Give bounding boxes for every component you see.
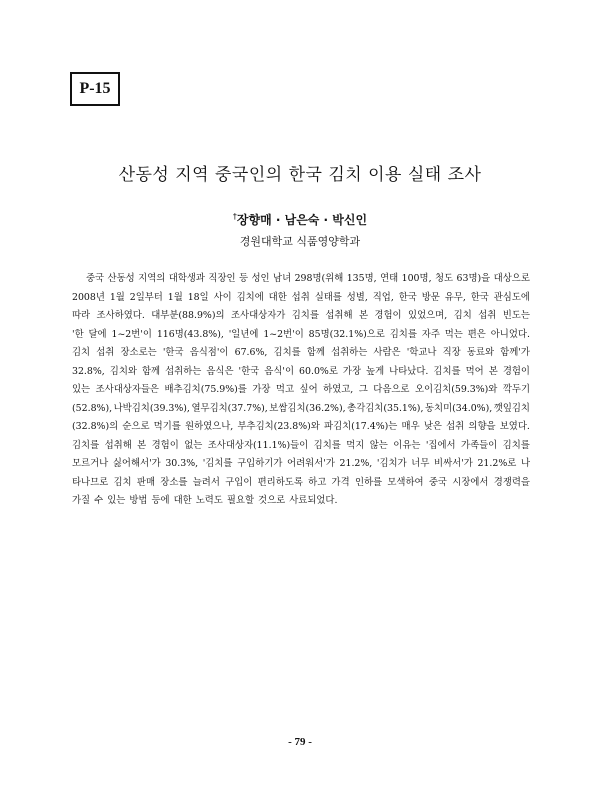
abstract-word: 편리하도록	[257, 476, 303, 488]
abstract-word: 모색하여	[387, 476, 424, 488]
abstract-word: 1월	[109, 291, 125, 303]
abstract-word: 높게	[366, 365, 385, 377]
abstract-word: 원하였으나,	[185, 421, 234, 432]
abstract-word: 김치를	[313, 439, 341, 451]
abstract-word: 경험이	[151, 439, 179, 451]
abstract-line	[72, 455, 530, 474]
abstract-word: 대한	[268, 291, 287, 303]
abstract-word: 구입이	[225, 476, 253, 488]
abstract-word: 30.3%,	[165, 458, 199, 469]
abstract-word: 대학생과	[168, 273, 205, 284]
abstract-word: 본	[137, 439, 147, 451]
abstract-word: 동료와	[466, 347, 495, 358]
abstract-word: 하고	[308, 476, 327, 488]
abstract-word: 있었으며,	[408, 310, 448, 321]
abstract-word: 매우	[401, 421, 420, 432]
abstract-word: 비싸서'가	[434, 458, 473, 469]
abstract-word: 김치를	[291, 310, 319, 321]
abstract-line	[72, 474, 530, 493]
abstract-word: 산동성	[107, 273, 135, 284]
abstract-word: 섭취하는	[165, 365, 202, 377]
abstract-word: 가족들이	[461, 439, 498, 451]
abstract-word: 유무,	[444, 291, 466, 303]
abstract-word: 섭취해	[104, 439, 132, 451]
abstract-word: 조사대상자들은	[95, 384, 159, 395]
abstract-word: 있는	[72, 384, 91, 395]
abstract-word: 먹는	[444, 328, 463, 340]
abstract-word: 너무	[411, 458, 430, 469]
abstract-word: '한국	[238, 365, 260, 377]
abstract-line	[72, 492, 530, 511]
abstract-word: 관심도에	[493, 291, 530, 303]
abstract-line	[72, 270, 530, 289]
author-line	[0, 211, 600, 228]
abstract-word: 1월	[167, 291, 183, 303]
abstract-line	[72, 344, 530, 363]
abstract-word: 대한	[173, 495, 192, 506]
abstract-word: 구입하기가	[237, 458, 283, 469]
abstract-word: 섭취	[96, 347, 115, 358]
abstract-word: 본	[358, 310, 368, 321]
abstract-word: 음식점'이	[189, 347, 229, 358]
abstract-word: 21.2%,	[339, 458, 373, 469]
abstract-word: 싶어	[299, 384, 318, 395]
abstract-word: 중국	[428, 476, 447, 488]
abstract-line	[72, 400, 530, 419]
abstract-word: 달에	[88, 328, 107, 340]
abstract-word: 등에	[151, 495, 170, 506]
abstract-word: 사람은	[373, 347, 401, 358]
abstract-word: 대상으로	[493, 273, 530, 284]
abstract-word: 직장	[442, 347, 461, 358]
abstract-word: 63명)을	[456, 273, 491, 284]
author-names: 장향매 · 남은숙 · 박신인	[236, 213, 368, 227]
abstract-word: 85명(32.1%)으로	[308, 328, 385, 340]
abstract-word: 116명(43.8%),	[156, 328, 224, 340]
abstract-word: 있는	[107, 495, 126, 506]
abstract-word: 장소로는	[120, 347, 157, 358]
abstract-line	[72, 289, 530, 308]
abstract-word: 21.2%로	[477, 458, 517, 469]
abstract-word: 직업,	[372, 291, 394, 303]
abstract-word: 60.0%로	[299, 365, 338, 377]
abstract-word: 모르거나	[72, 458, 109, 469]
abstract-word: '한국	[162, 347, 184, 358]
abstract-word: 낮은	[423, 421, 442, 432]
abstract-word: '집에서	[425, 439, 456, 451]
abstract-word: 함께'가	[500, 347, 530, 358]
abstract-word: 김치와	[109, 365, 137, 377]
abstract-word: 하였고,	[323, 384, 354, 395]
abstract-word: (52.8%),	[72, 402, 113, 414]
abstract-word: 싫어해서'가	[112, 458, 161, 469]
abstract-word: 노력도	[195, 495, 223, 506]
affiliation: 경원대학교 식품영양학과	[239, 235, 361, 248]
abstract-word: 298명(위해	[294, 273, 344, 284]
abstract-word: 한국	[470, 291, 489, 303]
abstract-word: 실태를	[314, 291, 342, 303]
abstract-word: 연태	[380, 273, 399, 284]
abstract-word: 어려워서'가	[287, 458, 335, 469]
abstract-word: 사료되었다.	[289, 495, 338, 506]
abstract-word: 나타났다.	[389, 365, 429, 377]
paper-id-box	[70, 72, 120, 106]
abstract-word: 2일부터	[129, 291, 163, 303]
paper-id: P-15	[79, 80, 111, 97]
abstract-word: 따라	[72, 310, 91, 321]
abstract-line	[72, 418, 530, 437]
abstract-word: 지역의	[138, 273, 166, 284]
abstract-line	[72, 363, 530, 382]
abstract-word: 없는	[184, 439, 203, 451]
abstract-word: 김치를	[433, 365, 461, 377]
abstract-word: 18일	[187, 291, 209, 303]
abstract-word: 보였다.	[499, 421, 530, 432]
abstract-word: 먹고	[275, 384, 295, 395]
abstract-line	[72, 326, 530, 345]
abstract-word: 본	[488, 365, 498, 377]
abstract-word: 사이	[213, 291, 232, 303]
abstract-word: 섭취하는	[331, 347, 368, 358]
abstract-word: 성별,	[346, 291, 368, 303]
abstract-word: 중국	[86, 273, 105, 284]
abstract-word: 100명,	[401, 273, 432, 284]
abstract-word: 열무김치(37.7%),	[191, 402, 268, 414]
abstract-word: 파김치(17.4%)는	[324, 421, 398, 432]
abstract-word: 2008년	[72, 291, 105, 303]
abstract-word: 경쟁력을	[493, 476, 530, 488]
paper-title: 산동성 지역 중국인의 한국 김치 이용 실태 조사	[118, 165, 482, 185]
abstract-word: 청도	[434, 273, 454, 284]
abstract-word: 것으로	[258, 495, 286, 506]
abstract-word: '한	[72, 328, 84, 340]
abstract-word: 음식'이	[264, 365, 295, 377]
abstract-word: 1~2번'이	[111, 328, 152, 340]
abstract-word: 늘려서	[192, 476, 220, 488]
abstract-word: (32.8%)의	[72, 421, 119, 432]
abstract-word: 방법	[129, 495, 148, 506]
abstract-word: 성인	[251, 273, 270, 284]
abstract-word: 순으로	[122, 421, 150, 432]
abstract-word: 동치미(34.0%),	[424, 402, 493, 414]
abstract-word: 깍두기	[502, 384, 530, 395]
abstract-word: 필요할	[226, 495, 255, 506]
abstract-word: 32.8%,	[72, 365, 105, 377]
abstract-word: 김치	[113, 476, 132, 488]
abstract-word: 의향을	[468, 421, 496, 432]
abstract-word: 가장	[252, 384, 271, 395]
abstract-word: 수	[94, 495, 104, 506]
abstract-word: 자주	[421, 328, 440, 340]
abstract-word: 타나므로	[72, 476, 109, 488]
abstract-word: 김치에	[236, 291, 264, 303]
page-number: - 79 -	[288, 736, 312, 748]
abstract-word: 방문	[421, 291, 440, 303]
abstract-word: 1~2번'이	[263, 328, 304, 340]
abstract-word: 가장	[342, 365, 362, 377]
abstract-word: 남녀	[273, 273, 292, 284]
abstract-line	[72, 381, 530, 400]
abstract-word: 나	[520, 458, 530, 469]
abstract-word: 가격	[331, 476, 350, 488]
abstract-word: '김치가	[376, 458, 407, 469]
abstract-word: 섭취	[446, 421, 465, 432]
abstract-word: 경험이	[374, 310, 402, 321]
abstract-word: 경험이	[502, 365, 530, 377]
abstract-line	[72, 437, 530, 456]
abstract-word: 조사대상자(11.1%)들이	[207, 439, 309, 451]
abstract-word: 그	[358, 384, 368, 395]
abstract-word: 섭취해	[325, 310, 353, 321]
abstract-word: 빈도는	[502, 310, 530, 321]
abstract-word: '일년에	[228, 328, 259, 340]
corresponding-author-mark: †	[232, 212, 237, 221]
abstract-word: '김치를	[202, 458, 233, 469]
abstract-word: '학교나	[406, 347, 437, 358]
abstract-word: 김치	[72, 347, 91, 358]
abstract-word: 가질	[72, 495, 91, 506]
abstract-word: 김치를	[72, 439, 100, 451]
abstract-word: 직장인	[208, 273, 236, 284]
abstract-word: 한국	[398, 291, 417, 303]
abstract-line	[72, 307, 530, 326]
abstract-word: 오이김치(59.3%)와	[414, 384, 498, 395]
abstract-word: 부추김치(23.8%)와	[237, 421, 320, 432]
abstract-word: 김치를	[389, 328, 417, 340]
abstract-word: 음식은	[206, 365, 234, 377]
abstract-word: 나박김치(39.3%),	[113, 402, 190, 414]
abstract-word: 함께	[141, 365, 161, 377]
abstract-word: 다음으로	[373, 384, 410, 395]
abstract-word: 이유는	[393, 439, 421, 451]
abstract-word: 대부분(88.9%)의	[151, 310, 225, 321]
abstract-word: 아니었다.	[490, 328, 530, 340]
abstract-word: 조사대상자가	[230, 310, 286, 321]
abstract-word: 김치를	[502, 439, 530, 451]
abstract-word: 먹기를	[153, 421, 181, 432]
abstract-word: 시장에서	[452, 476, 489, 488]
abstract-word: 보쌈김치(36.2%),	[269, 402, 346, 414]
abstract-word: 깻잎김치	[493, 402, 530, 414]
abstract-word: 김치	[453, 310, 472, 321]
abstract-word: 김치를	[273, 347, 301, 358]
abstract-word: 조사하였다.	[96, 310, 145, 321]
abstract-word: 편은	[467, 328, 486, 340]
abstract-word: 총각김치(35.1%),	[347, 402, 424, 414]
abstract-body	[72, 270, 530, 511]
abstract-word: 먹어	[465, 365, 484, 377]
abstract-word: 135명,	[346, 273, 377, 284]
abstract-word: 등	[238, 273, 249, 284]
abstract-word: 섭취	[291, 291, 310, 303]
abstract-word: 판매	[136, 476, 156, 488]
abstract-word: 배추김치(75.9%)를	[164, 384, 247, 395]
abstract-word: 인하를	[354, 476, 383, 488]
abstract-word: 섭취	[478, 310, 497, 321]
abstract-word: 먹지	[346, 439, 365, 451]
abstract-word: 67.6%,	[234, 347, 268, 358]
abstract-word: 장소를	[160, 476, 188, 488]
abstract-word: 함께	[306, 347, 325, 358]
abstract-word: 않는	[369, 439, 388, 451]
